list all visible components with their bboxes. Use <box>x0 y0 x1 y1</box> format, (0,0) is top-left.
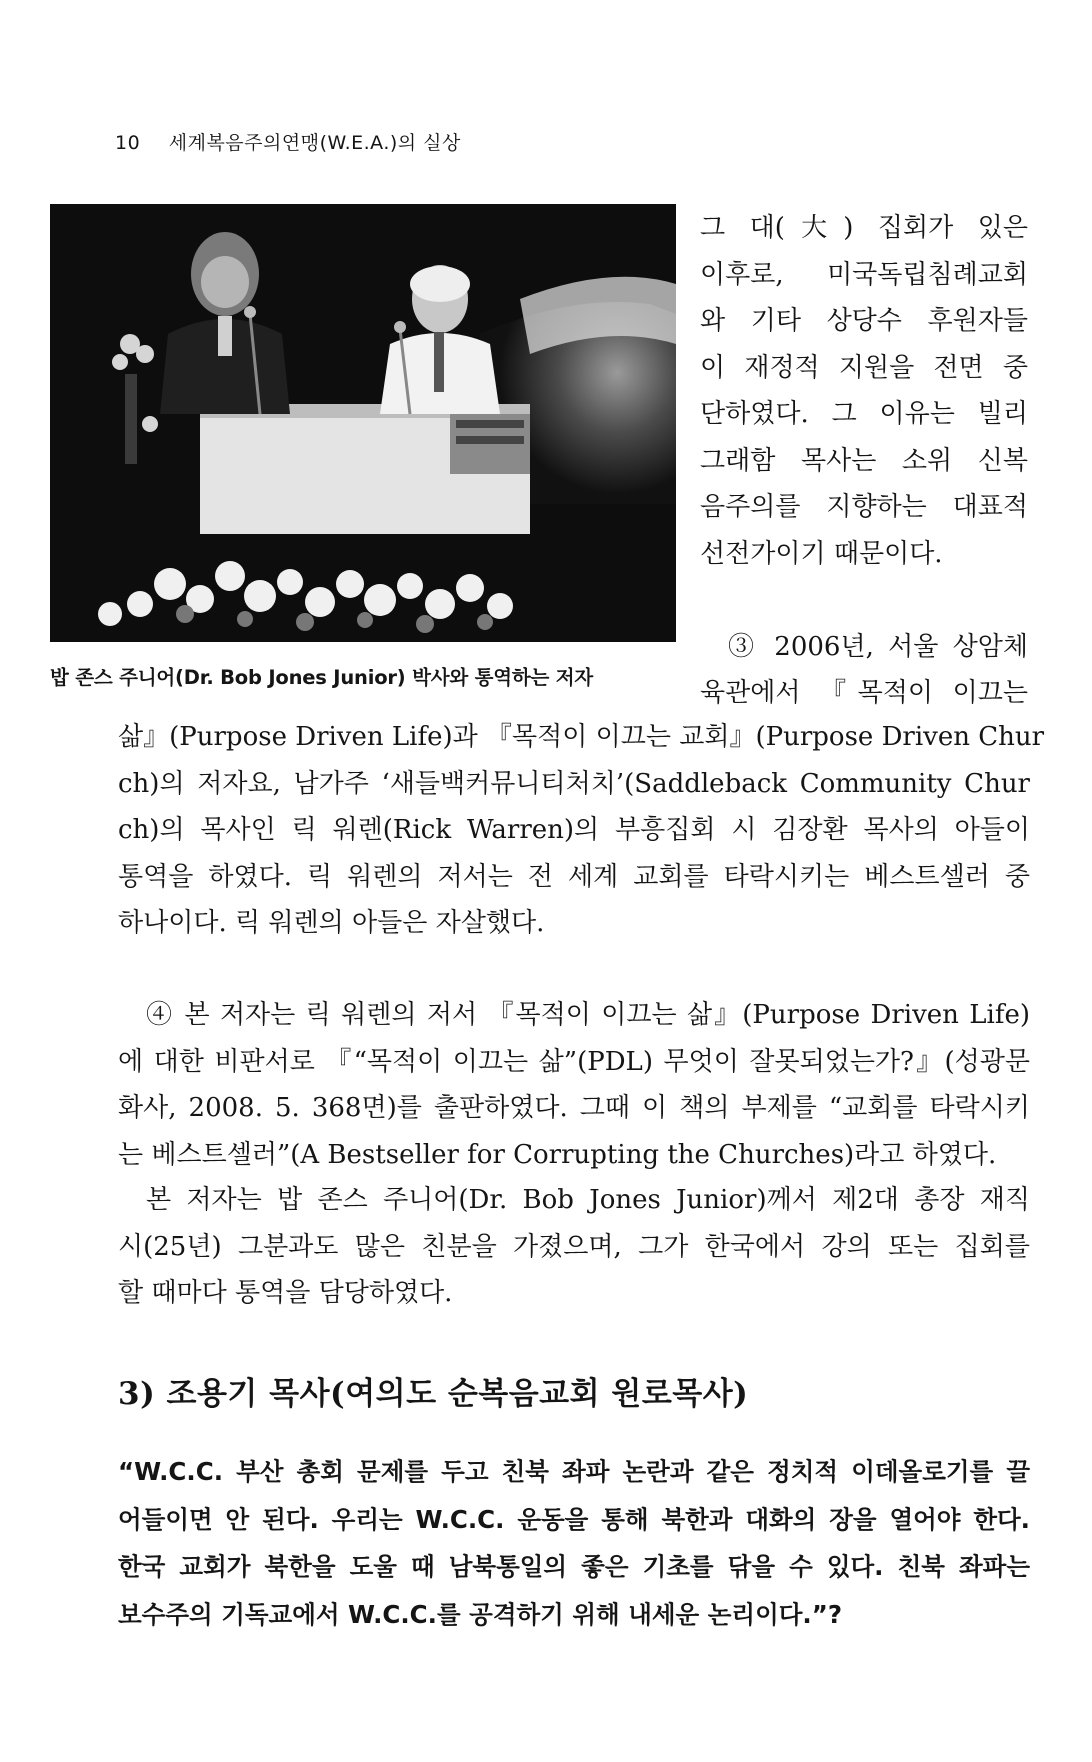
text-line: 음주의를 지향하는 대표적 <box>700 492 1028 522</box>
quotation-block <box>118 1448 1030 1638</box>
book-title: 세계복음주의연맹(W.E.A.)의 실상 <box>168 132 461 154</box>
paragraph-5 <box>118 1177 1030 1317</box>
section-title: 3) 조용기 목사(여의도 순복음교회 원로목사) <box>118 1376 749 1412</box>
text-line: 와 기타 상당수 후원자들 <box>700 306 1028 336</box>
text-line: 화사, 2008. 5. 368면)를 출판하였다. 그때 이 책의 부제를 “교회를 타락시키 <box>118 1093 1030 1123</box>
photo-caption: 밥 존스 주니어(Dr. Bob Jones Junior) 박사와 통역하는 저자 <box>50 666 594 689</box>
text-line: 단하였다. 그 이유는 빌리 <box>700 399 1028 429</box>
text-line: 육관에서 『목적이 이끄는 <box>700 678 1028 708</box>
text-line: 삶』(Purpose Driven Life)과 『목적이 이끄는 교회』(Purpose Driven Chur <box>118 722 1045 752</box>
text-line: ch)의 목사인 릭 워렌(Rick Warren)의 부흥집회 시 김장환 목사의 아들이 <box>118 815 1030 845</box>
side-column-text <box>700 205 1028 717</box>
text-line: ③ 2006년, 서울 상암체 <box>728 631 1028 662</box>
text-line: 이 재정적 지원을 전면 중 <box>700 352 1028 383</box>
text-line: 에 대한 비판서로 『“목적이 이끄는 삶”(PDL) 무엇이 잘못되었는가?』(성광문 <box>118 1046 1030 1077</box>
photo-image <box>50 204 676 642</box>
quote-line: 보수주의 기독교에서 W.C.C.를 공격하기 위해 내세운 논리이다.”? <box>118 1599 843 1629</box>
paragraph-3 <box>118 714 1045 947</box>
text-line: 선전가이기 때문이다. <box>700 538 943 569</box>
blank-line <box>700 577 1028 624</box>
text-line: 는 베스트셀러”(A Bestseller for Corrupting the Churches)라고 하였다. <box>118 1139 997 1170</box>
text-line: 시(25년) 그분과도 많은 친분을 가졌으며, 그가 한국에서 강의 또는 집회를 <box>118 1231 1030 1262</box>
page-number: 10 <box>115 132 141 154</box>
text-line: 통역을 하였다. 릭 워렌의 저서는 전 세계 교회를 타락시키는 베스트셀러 중 <box>118 861 1030 892</box>
text-line: 본 저자는 밥 존스 주니어(Dr. Bob Jones Junior)께서 제2대 총장 재직 <box>146 1185 1030 1215</box>
running-header <box>115 128 461 155</box>
text-line: ④ 본 저자는 릭 워렌의 저서 『목적이 이끄는 삶』(Purpose Driven Life) <box>146 1000 1030 1030</box>
text-line: 하나이다. 릭 워렌의 아들은 자살했다. <box>118 908 545 938</box>
quote-line: 어들이면 안 된다. 우리는 W.C.C. 운동을 통해 북한과 대화의 장을 열어야 한다. <box>118 1504 1030 1534</box>
quote-line: “W.C.C. 부산 총회 문제를 두고 친북 좌파 논란과 같은 정치적 이데올로기를 끌 <box>118 1457 1030 1486</box>
text-line: 그래함 목사는 소위 신복 <box>700 445 1028 476</box>
text-line: 할 때마다 통역을 담당하였다. <box>118 1278 453 1308</box>
text-line: ch)의 저자요, 남가주 ‘새들백커뮤니티처치’(Saddleback Community Chur <box>118 768 1030 799</box>
text-line: 그 대(大) 집회가 있은 <box>700 213 1028 243</box>
text-line: 이후로, 미국독립침례교회 <box>700 259 1028 290</box>
quote-line: 한국 교회가 북한을 도울 때 남북통일의 좋은 기초를 닦을 수 있다. 친북 좌파는 <box>118 1552 1030 1581</box>
photo-speakers-at-podium <box>50 204 676 642</box>
paragraph-4 <box>118 992 1030 1178</box>
